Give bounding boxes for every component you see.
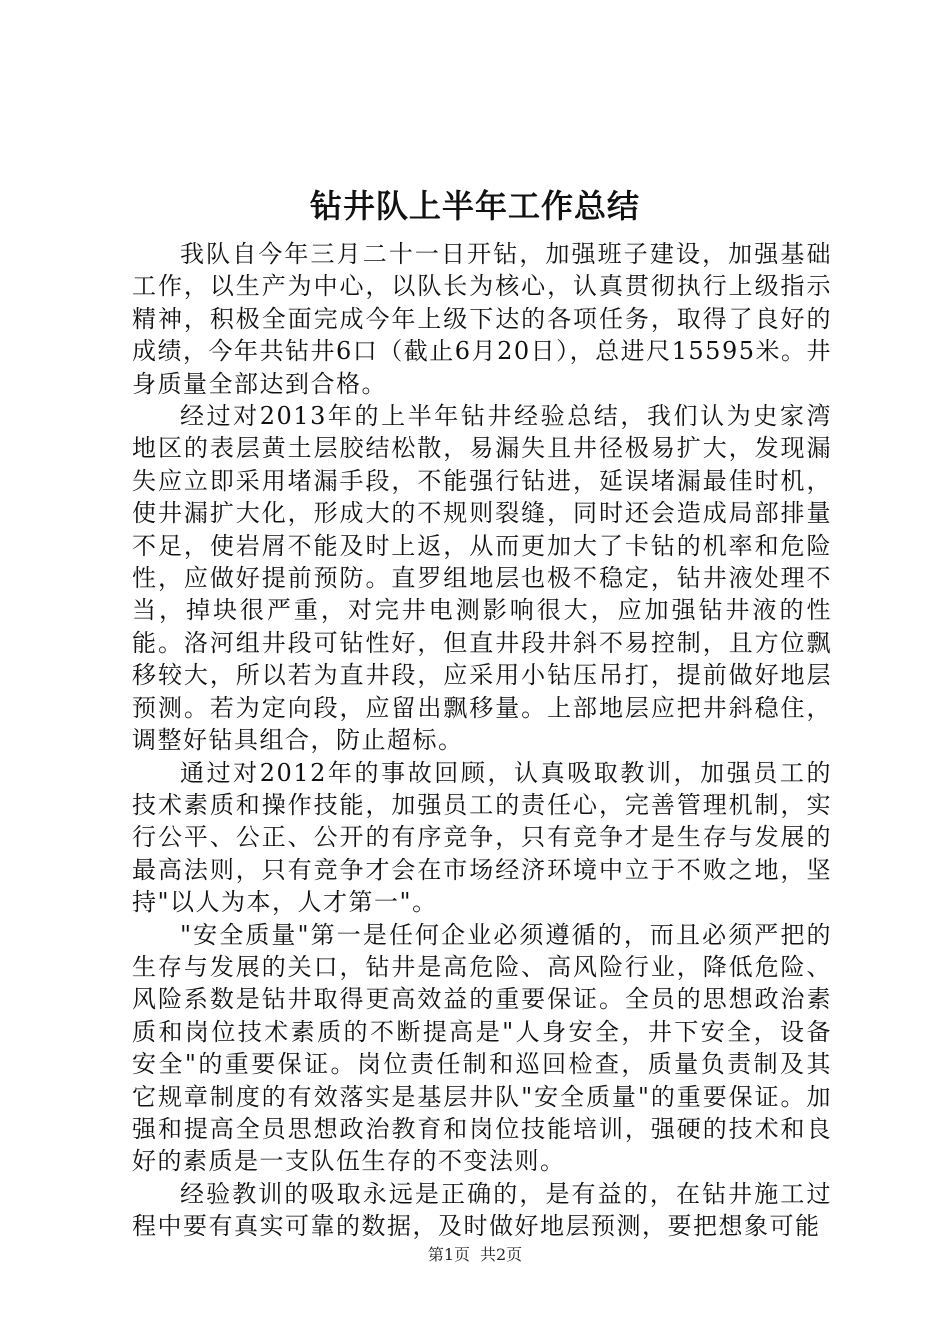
paragraph-3: 通过对2012年的事故回顾，认真吸取教训，加强员工的技术素质和操作技能，加强员工的责任心，完善管理机制，实行公平、公正、公开的有序竞争，只有竞争才是生存与发展的最高法则，只有竞争才会在市场经济环境中立于不败之地，坚持"以人为本，人才第一"。 bbox=[132, 758, 832, 917]
page-number-total: 共2页 bbox=[480, 1245, 523, 1264]
paragraph-4: "安全质量"第一是任何企业必须遵循的，而且必须严把的生存与发展的关口，钻井是高危险、高风险行业，降低危险、风险系数是钻井取得更高效益的重要保证。全员的思想政治素质和岗位技术素质的不断提高是"人身安全，井下安全，设备安全"的重要保证。岗位责任制和巡回检查，质量负责制及其它规章制度的有效落实是基层井队"安全质量"的重要保证。加强和提高全员思想政治教育和岗位技能培训，强硬的技术和良好的素质是一支队伍生存的不变法则。 bbox=[132, 920, 832, 1176]
page-number-current: 第1页 bbox=[427, 1245, 470, 1264]
paragraph-5: 经验教训的吸取永远是正确的，是有益的，在钻井施工过程中要有真实可靠的数据，及时做好地层预测，要把想象可能 bbox=[132, 1179, 832, 1241]
document-title: 钻井队上半年工作总结 bbox=[309, 187, 640, 225]
paragraph-1: 我队自今年三月二十一日开钻，加强班子建设，加强基础工作，以生产为中心，以队长为核心，认真贯彻执行上级指示精神，积极全面完成今年上级下达的各项任务，取得了良好的成绩，今年共钻井6口（截止6月20日），总进尺15595米。井身质量全部达到合格。 bbox=[132, 240, 832, 398]
paragraph-2: 经过对2013年的上半年钻井经验总结，我们认为史家湾地区的表层黄土层胶结松散，易漏失且井径极易扩大，发现漏失应立即采用堵漏手段，不能强行钻进，延误堵漏最佳时机，使井漏扩大化，形成大的不规则裂缝，同时还会造成局部排量不足，使岩屑不能及时上返，从而更加大了卡钻的机率和危险性，应做好提前预防。直罗组地层也极不稳定，钻井液处理不当，掉块很严重，对完井电测影响很大，应加强钻井液的性能。洛河组井段可钻性好，但直井段井斜不易控制，且方位飘移较大，所以若为直井段，应采用小钻压吊打，提前做好地层预测。若为定向段，应留出飘移量。上部地层应把井斜稳住，调整好钻具组合，防止超标。 bbox=[132, 402, 832, 755]
page-footer bbox=[0, 1244, 950, 1266]
document-body bbox=[132, 238, 832, 1243]
